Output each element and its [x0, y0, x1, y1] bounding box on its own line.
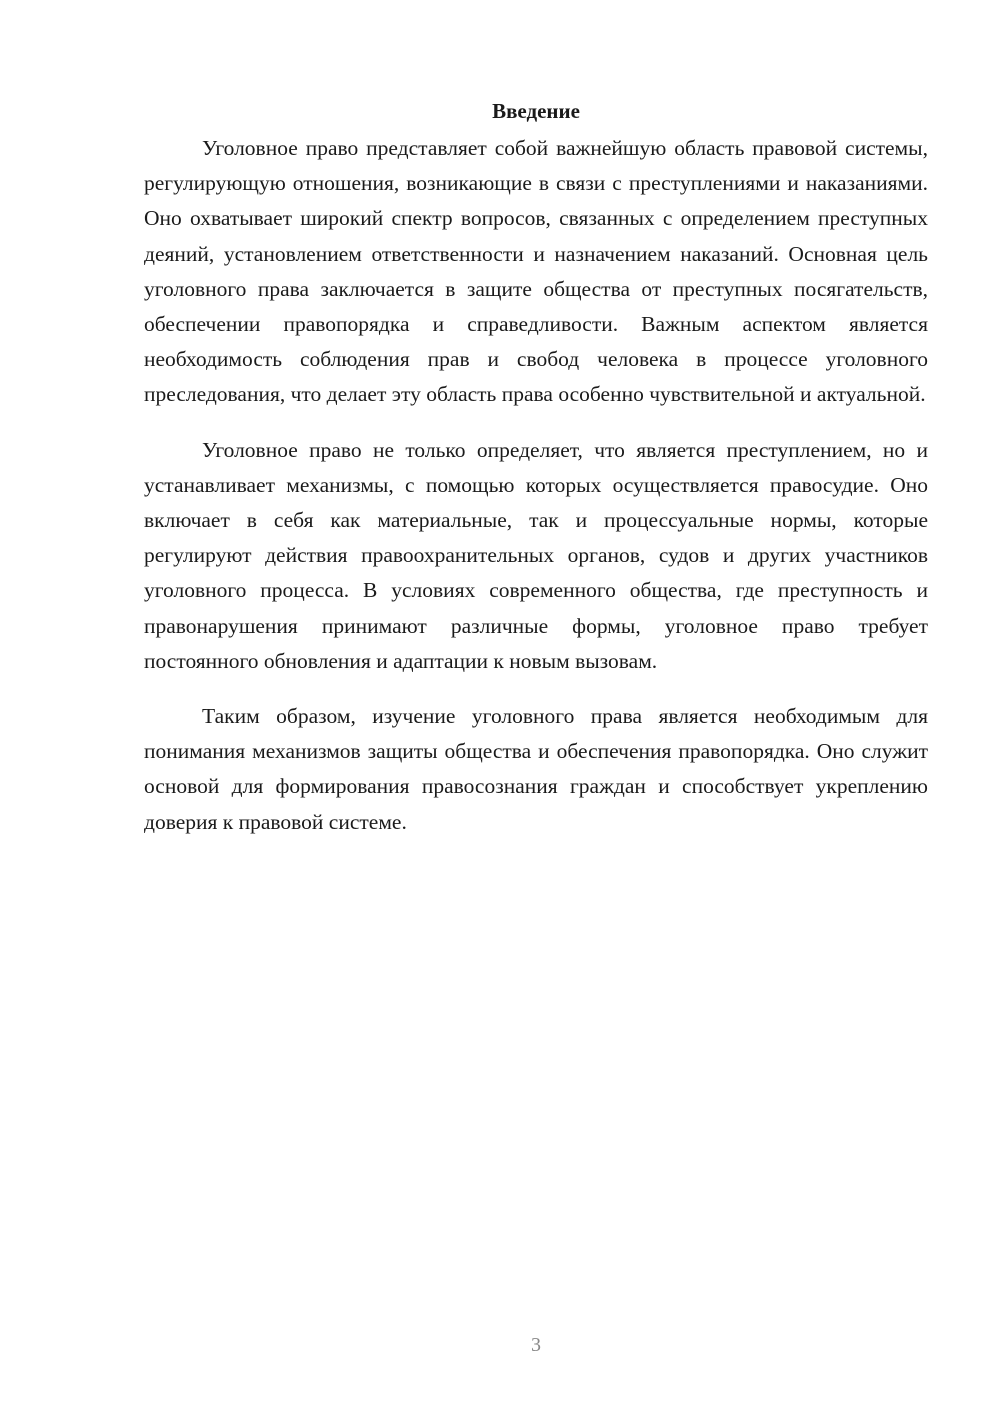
section-heading: Введение	[492, 99, 580, 123]
paragraph-1: Уголовное право представляет собой важнейшую область правовой системы, регулирующую отношения, возникающие в связи с преступлениями и наказаниями. Оно охватывает широкий спектр вопросов, связанных с определением преступных деяний, установлением ответственности и назначением наказаний. Основная цель уголовного права заключается в защите общества от преступных посягательств, обеспечении правопорядка и справедливости. Важным аспектом является необходимость соблюдения прав и свобод человека в процессе уголовного преследования, что делает эту область права особенно чувствительной и актуальной.	[144, 136, 928, 407]
paragraph-2: Уголовное право не только определяет, что является преступлением, но и устанавливает механизмы, с помощью которых осуществляется правосудие. Оно включает в себя как материальные, так и процессуальные нормы, которые регулируют действия правоохранительных органов, судов и других участников уголовного процесса. В условиях современного общества, где преступность и правонарушения принимают различные формы, уголовное право требует постоянного обновления и адаптации к новым вызовам.	[144, 437, 928, 673]
paragraph-3: Таким образом, изучение уголовного права является необходимым для понимания механизмов защиты общества и обеспечения правопорядка. Оно служит основой для формирования правосознания граждан и способствует укреплению доверия к правовой системе.	[144, 704, 928, 834]
page-content	[144, 96, 928, 860]
page-number: 3	[531, 1334, 541, 1356]
